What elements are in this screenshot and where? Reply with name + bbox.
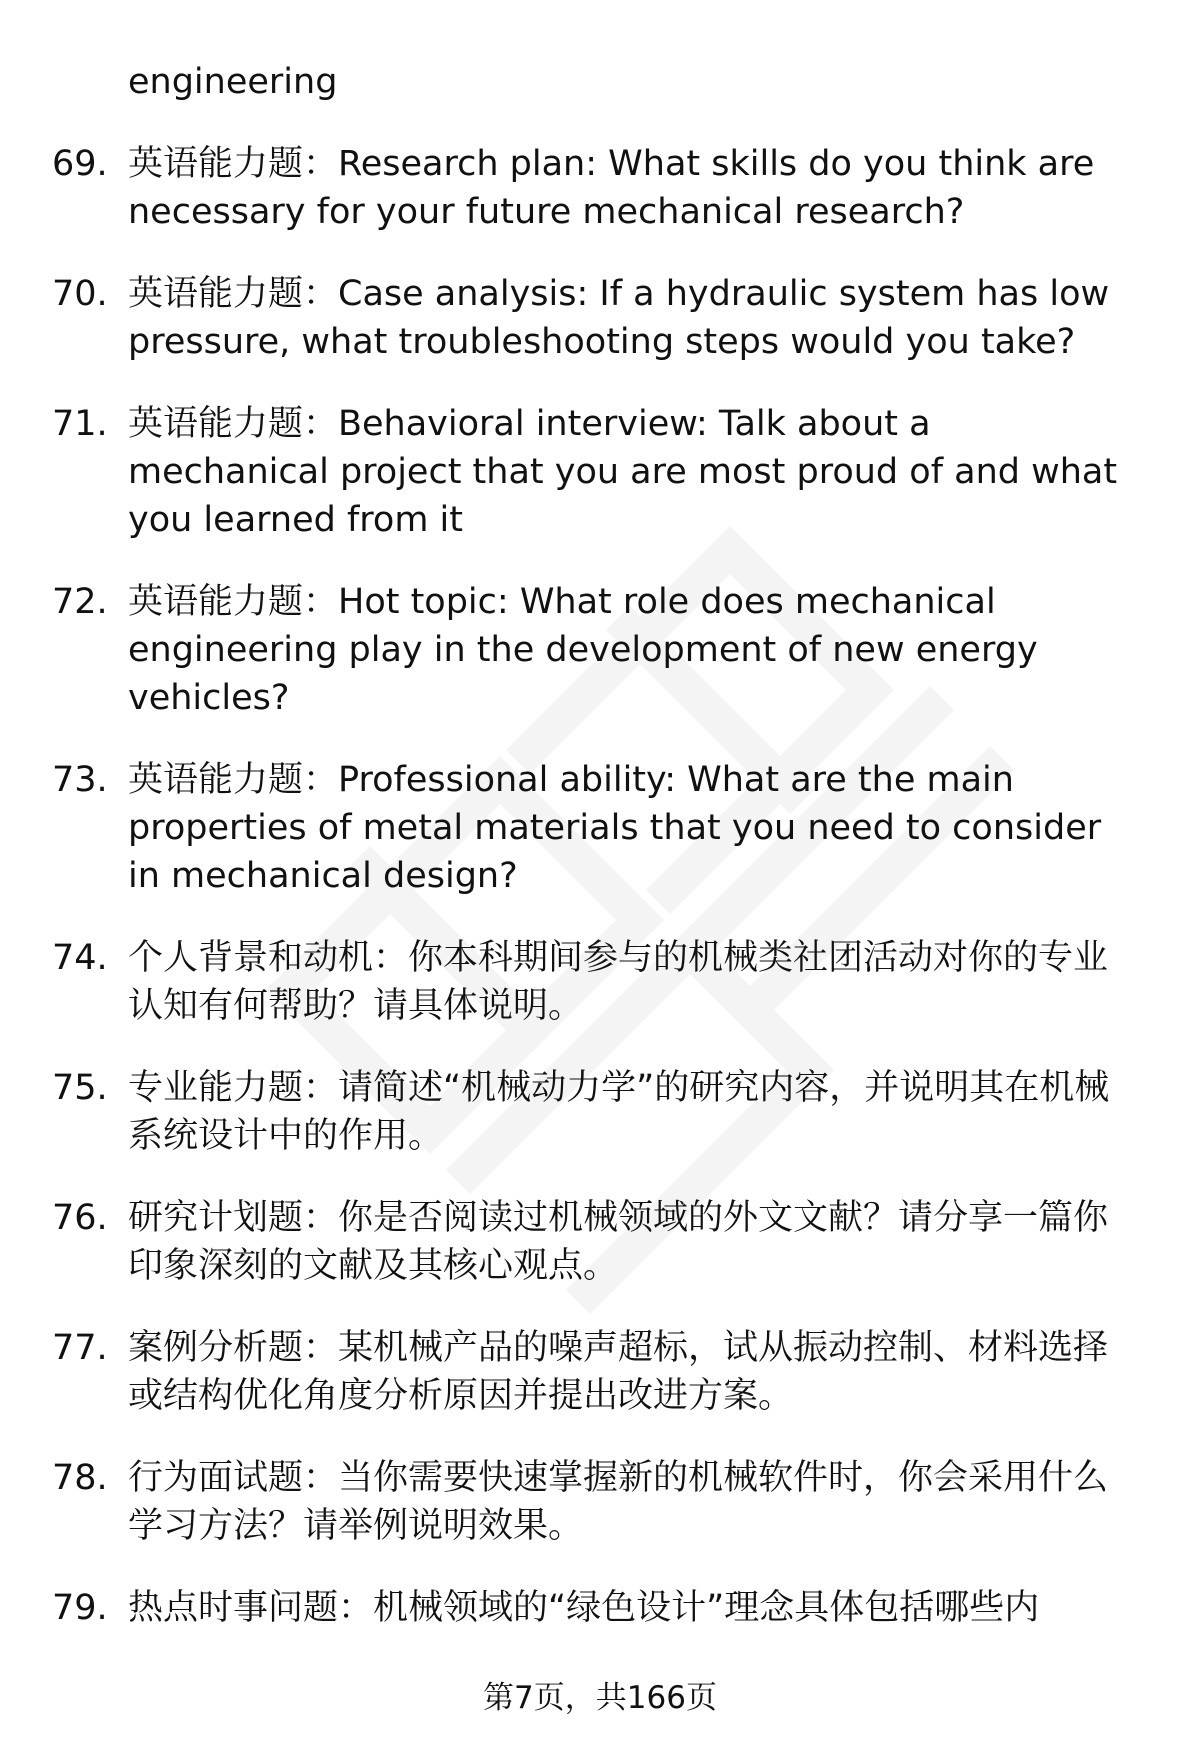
question-item [52,1064,1138,1160]
question-text: 案例分析题：某机械产品的噪声超标，试从振动控制、材料选择或结构优化角度分析原因并提出改进方案。 [128,1328,1109,1416]
question-text: 英语能力题：Case analysis: If a hydraulic system has low pressure, what troubleshooting steps would you take? [128,274,1110,362]
question-text: 行为面试题：当你需要快速掌握新的机械软件时，你会采用什么学习方法？请举例说明效果。 [128,1458,1109,1546]
question-text: 专业能力题：请简述“机械动力学”的研究内容，并说明其在机械系统设计中的作用。 [128,1068,1110,1156]
question-text: 热点时事问题：机械领域的“绿色设计”理念具体包括哪些内 [128,1588,1040,1628]
question-text: 英语能力题：Research plan: What skills do you think are necessary for your future mechanical research? [128,144,1095,232]
question-item [52,756,1138,900]
question-item [52,1324,1138,1420]
question-number: 77. [52,1328,108,1368]
question-number: 72. [52,582,108,622]
question-number: 69. [52,144,108,184]
question-item [52,1584,1138,1632]
question-number: 71. [52,404,108,444]
question-text: 英语能力题：Hot topic: What role does mechanical engineering play in the development of new energy vehicles? [128,582,1038,718]
question-item [52,400,1138,544]
question-item [52,578,1138,722]
question-number: 76. [52,1198,108,1238]
question-number: 74. [52,938,108,978]
question-number: 75. [52,1068,108,1108]
question-text: 英语能力题：Professional ability: What are the main properties of metal materials that you need to consider in mechanical design? [128,760,1102,896]
question-number: 79. [52,1588,108,1628]
question-number: 78. [52,1458,108,1498]
question-item [52,270,1138,366]
question-text: 英语能力题：Behavioral interview: Talk about a mechanical project that you are most proud of and what you learned from it [128,404,1118,540]
question-item [52,934,1138,1030]
question-item [52,1194,1138,1290]
question-list [0,58,1200,1666]
page-footer: 第7页，共166页 [483,1680,717,1716]
question-item [52,140,1138,236]
continuation-text: engineering [128,62,338,102]
question-text: 研究计划题：你是否阅读过机械领域的外文文献？请分享一篇你印象深刻的文献及其核心观点。 [128,1198,1109,1286]
question-number: 73. [52,760,108,800]
question-item [52,1454,1138,1550]
question-number: 70. [52,274,108,314]
question-text: 个人背景和动机：你本科期间参与的机械类社团活动对你的专业认知有何帮助？请具体说明。 [128,938,1109,1026]
